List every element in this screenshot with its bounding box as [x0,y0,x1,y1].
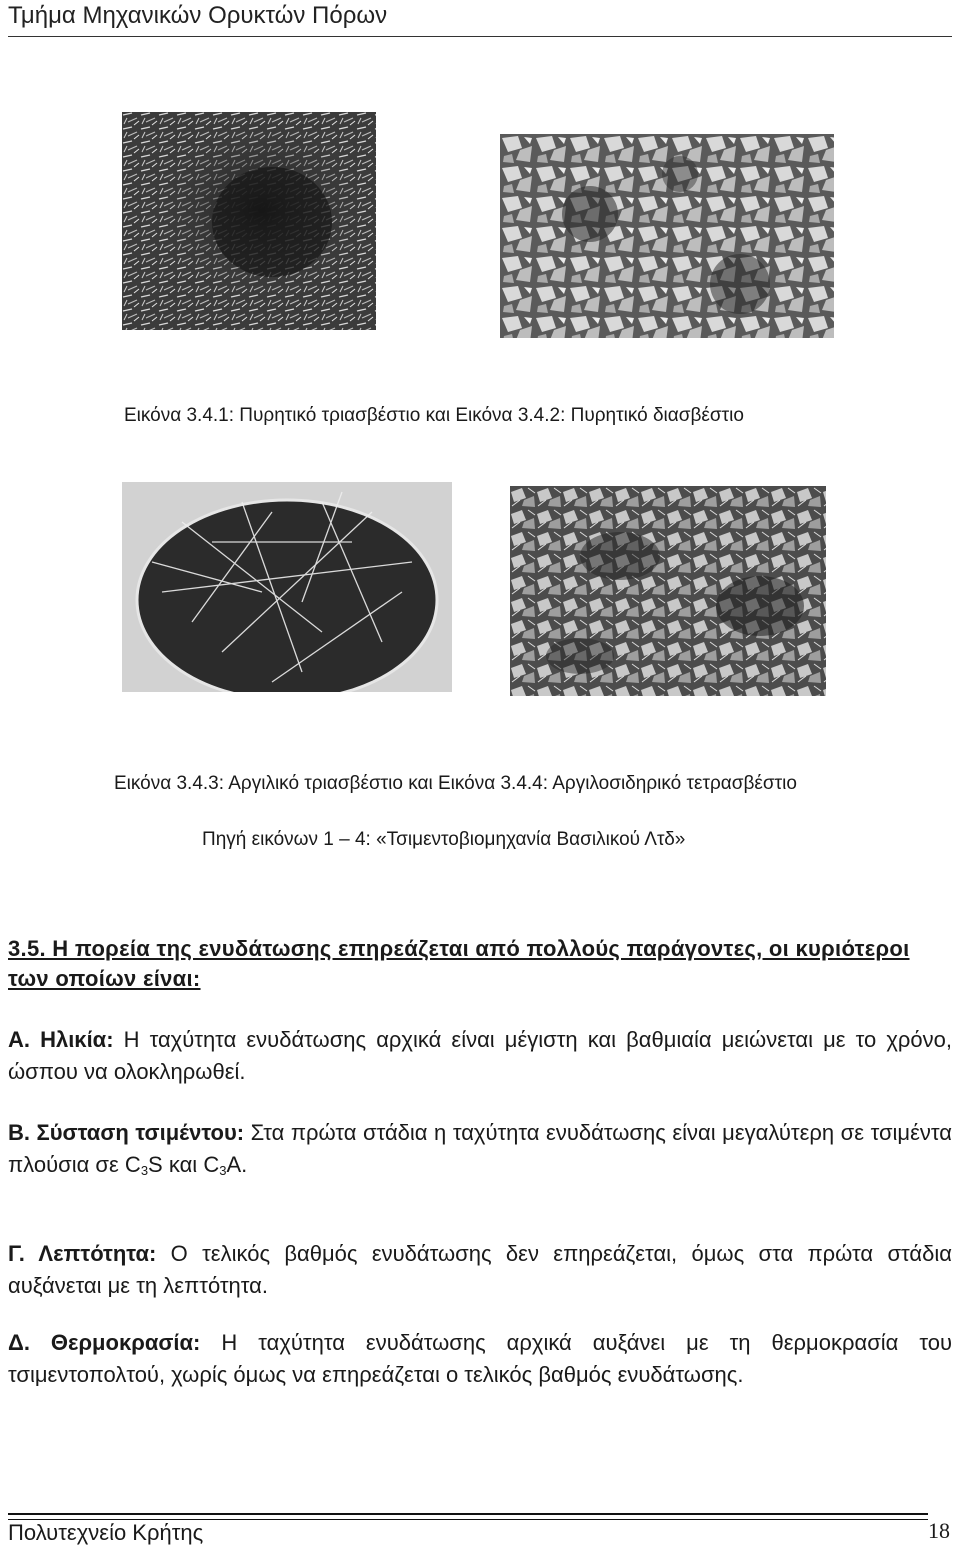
figure-caption-1: Εικόνα 3.4.1: Πυρητικό τριασβέστιο και Εικόνα 3.4.2: Πυρητικό διασβέστιο [124,405,744,426]
micrograph-dicalcium-silicate [500,134,834,338]
conjunction-text: και [168,1152,198,1177]
factor-composition-paragraph [8,1117,952,1187]
factor-age-paragraph [8,1024,952,1088]
section-heading: 3.5. Η πορεία της ενυδάτωσης επηρεάζεται από πολλούς παράγοντες, οι κυριότεροι των οποίων είναι: [8,936,910,991]
header-rule [8,36,952,37]
running-header: Τμήμα Μηχανικών Ορυκτών Πόρων [8,2,388,29]
micrograph-tricalcium-silicate [122,112,376,330]
factor-age-text: Η ταχύτητα ενυδάτωσης αρχικά είναι μέγιστη και βαθμιαία μειώνεται με το χρόνο, ώσπου να ολοκληρωθεί. [8,1027,952,1084]
factor-composition-text: Στα πρώτα στάδια η ταχύτητα ενυδάτωσης είναι μεγαλύτερη σε τσιμέντα πλούσια σε [8,1120,952,1177]
factor-composition-label: Β. Σύσταση τσιμέντου: [8,1120,245,1145]
factor-temperature-paragraph [8,1327,952,1391]
figure-source: Πηγή εικόνων 1 – 4: «Τσιμεντοβιομηχανία Βασιλικού Λτδ» [202,829,686,850]
factor-temperature-label: Δ. Θερμοκρασία: [8,1330,201,1355]
factor-fineness-label: Γ. Λεπτότητα: [8,1241,157,1266]
page-number: 18 [928,1518,950,1543]
formula-c3s: $C_3S$ [124,1152,163,1178]
factor-age-label: Α. Ηλικία: [8,1027,114,1052]
micrograph-tetracalcium-aluminoferrite [510,486,826,696]
factor-temperature-text: Η ταχύτητα ενυδάτωσης αρχικά αυξάνει με τη θερμοκρασία του τσιμεντοπολτού, χωρίς όμως να επηρεάζεται ο τελικός βαθμός ενυδάτωσης. [8,1330,953,1387]
formula-c3a: $C_3A$. [203,1152,248,1178]
figure-caption-2: Εικόνα 3.4.3: Αργιλικό τριασβέστιο και Εικόνα 3.4.4: Αργιλοσιδηρικό τετρασβέστιο [114,773,797,794]
micrograph-tricalcium-aluminate [122,482,452,692]
footer-rule [8,1513,928,1515]
factor-fineness-paragraph [8,1238,952,1302]
factor-fineness-text: Ο τελικός βαθμός ενυδάτωσης δεν επηρεάζεται, όμως στα πρώτα στάδια αυξάνεται με τη λεπτότητα. [8,1241,952,1298]
footer-institution: Πολυτεχνείο Κρήτης [8,1520,204,1545]
